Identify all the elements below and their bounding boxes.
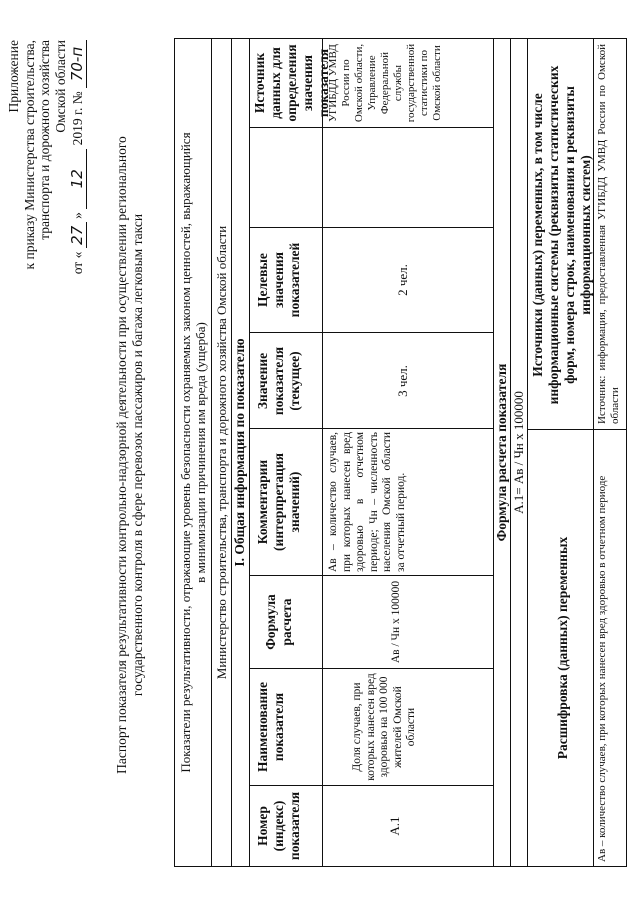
- col-divider: [249, 428, 493, 429]
- date-day: 27: [70, 222, 87, 248]
- divider: [527, 39, 528, 866]
- appendix-line-2: к приказу Министерства строительства,: [21, 40, 37, 270]
- header-comments: Комментарии (интерпретация значений): [255, 453, 302, 551]
- formula-expression: А.1= Ав / Чн х 100000: [511, 391, 526, 514]
- appendix-line-4: Омской области: [52, 40, 68, 133]
- cell-value: 3 чел.: [395, 365, 410, 397]
- divider: [211, 39, 212, 866]
- cell-number: А.1: [387, 816, 402, 836]
- cell-name: Доля случаев, при которых нанесен вред здоровью на 100 000 жителей Омской области: [351, 673, 417, 781]
- divider: [593, 39, 594, 866]
- section-general-info: I. Общая информация по показателю: [232, 338, 247, 567]
- cell-source: УГИБДД УМВД России по Омской области, Управление Федеральной службы государственной статистики по Омской области: [327, 43, 443, 123]
- variable-source: Источник: информация, предоставленная УГИБДД УМВД России по Омской области: [596, 44, 621, 424]
- indicator-group-line-2: в минимизации причинения им вреда (ущерба): [193, 322, 208, 583]
- col-divider: [249, 127, 493, 128]
- indicator-group-row: [178, 39, 208, 866]
- col-divider: [527, 429, 626, 430]
- col-divider: [249, 332, 493, 333]
- divider: [249, 39, 250, 866]
- appendix-line-3: транспорта и дорожного хозяйства: [37, 40, 52, 240]
- date-year: 2019 г. №: [70, 91, 85, 146]
- title-line-1: Паспорт показателя результативности контрольно-надзорной деятельности при осуществлении регионального: [114, 136, 129, 774]
- appendix-block: [6, 40, 87, 340]
- date-prefix: от «: [70, 251, 85, 275]
- cell-formula: Ав / Чн х 100000: [390, 580, 402, 664]
- ministry-name: Министерство строительства, транспорта и дорожного хозяйства Омской области: [214, 225, 229, 680]
- cell-target: 2 чел.: [395, 264, 410, 296]
- col-divider: [249, 227, 493, 228]
- header-formula: Формула расчета: [263, 594, 294, 650]
- date-day-close: »: [70, 212, 85, 219]
- sources-header: Источники (данных) переменных, в том числе информационные системы (реквизиты статистических форм, номера строк, наименования и реквизиты информационных систем): [530, 65, 593, 405]
- passport-title: [114, 65, 146, 845]
- col-divider: [249, 575, 493, 576]
- formula-header: Формула расчета показателя: [494, 363, 509, 542]
- decode-header: Расшифровка (данных) переменных: [555, 536, 570, 760]
- appendix-date-line: [70, 40, 87, 340]
- col-divider: [249, 668, 493, 669]
- cell-comments: Ав – количество случаев, при которых нанесен вред здоровью в отчетном периоде; Чн – численность населения Омской области за отчетный период.: [327, 432, 407, 572]
- divider: [322, 39, 323, 866]
- header-name: Наименование показателя: [255, 682, 286, 772]
- header-source: Источник данных для определения значения показателя: [252, 44, 331, 122]
- indicator-table: [174, 38, 627, 867]
- date-month: 12: [70, 149, 87, 209]
- title-line-2: государственного контроля в сфере перевозок пассажиров и багажа легковым такси: [130, 213, 145, 697]
- order-number: 70-п: [70, 40, 87, 88]
- variable-decode: Ав – количество случаев, при которых нанесен вред здоровью в отчетном периоде: [596, 475, 608, 862]
- indicator-group-line-1: Показатели результативности, отражающие уровень безопасности охраняемых законом ценностей, выражающийся: [178, 132, 193, 773]
- appendix-line-1: Приложение: [6, 40, 21, 113]
- header-number: Номер (индекс) показателя: [255, 791, 302, 861]
- header-target: Целевые значения показателей: [255, 242, 302, 318]
- header-value: Значение показателя (текущее): [255, 346, 302, 416]
